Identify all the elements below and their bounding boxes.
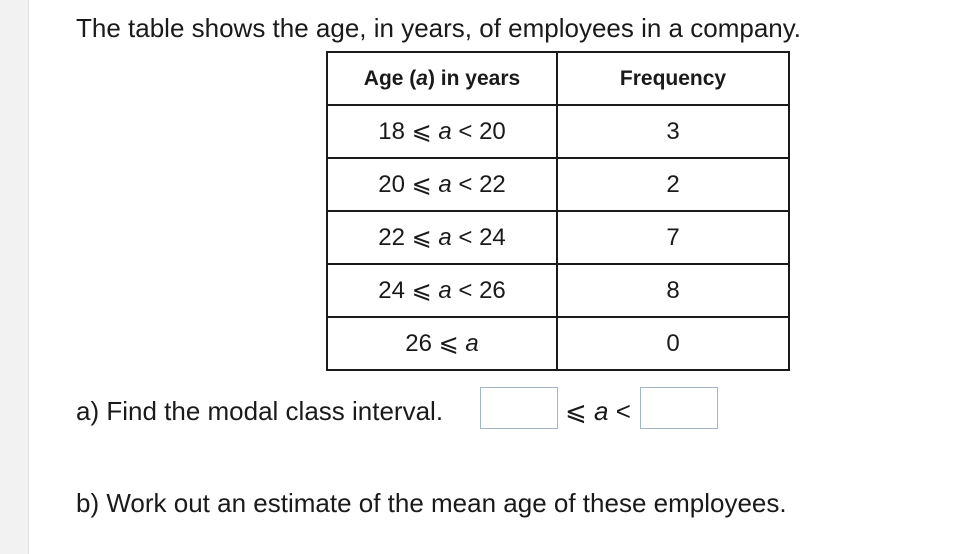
inequality-label: ⩽ a < xyxy=(565,396,631,426)
table-row xyxy=(327,211,789,264)
modal-class-upper-input[interactable] xyxy=(640,387,718,429)
modal-class-lower-input[interactable] xyxy=(480,387,558,429)
part-b-question: b) Work out an estimate of the mean age of these employees. xyxy=(76,488,787,518)
left-margin-strip xyxy=(0,0,29,554)
age-interval-cell: 24 ⩽ a < 26 xyxy=(327,264,557,317)
age-interval-cell: 22 ⩽ a < 24 xyxy=(327,211,557,264)
table-header-row xyxy=(327,52,789,105)
frequency-cell: 7 xyxy=(557,211,789,264)
age-column-header: Age (a) in years xyxy=(327,52,557,105)
frequency-cell: 0 xyxy=(557,317,789,370)
part-a-question: a) Find the modal class interval. xyxy=(76,396,444,426)
frequency-cell: 3 xyxy=(557,105,789,158)
age-interval-cell: 20 ⩽ a < 22 xyxy=(327,158,557,211)
table-row xyxy=(327,105,789,158)
table-row xyxy=(327,317,789,370)
question-intro: The table shows the age, in years, of employees in a company. xyxy=(76,13,802,43)
table-row xyxy=(327,158,789,211)
frequency-column-header: Frequency xyxy=(557,52,789,105)
table-row xyxy=(327,264,789,317)
age-interval-cell: 18 ⩽ a < 20 xyxy=(327,105,557,158)
frequency-cell: 2 xyxy=(557,158,789,211)
age-interval-cell: 26 ⩽ a xyxy=(327,317,557,370)
frequency-table xyxy=(326,51,790,371)
frequency-cell: 8 xyxy=(557,264,789,317)
